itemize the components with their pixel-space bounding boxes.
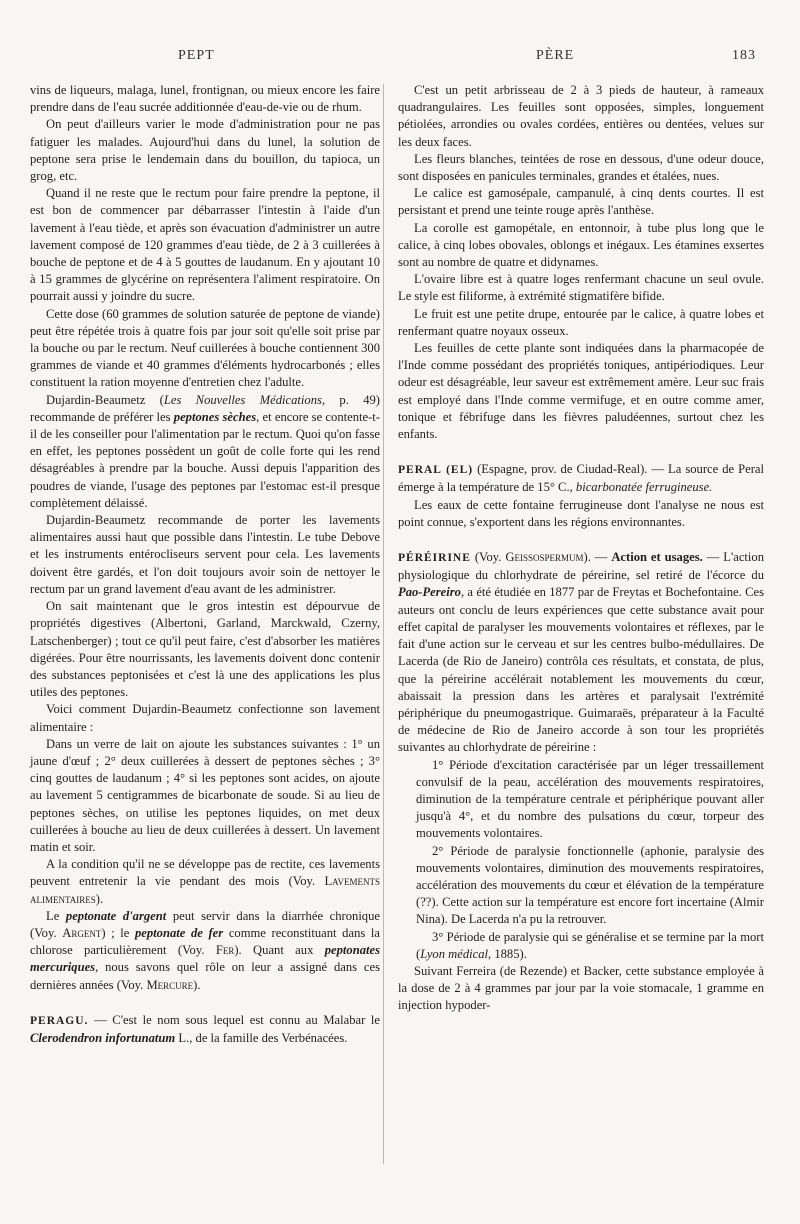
italic-term: Pao-Pereiro bbox=[398, 585, 461, 600]
text-run: A la condition qu'il ne se développe pas de rectite, ces lavements peuvent entretenir la vie pendant des mois (Voy. bbox=[30, 857, 380, 889]
text-run: , p. 49) recommande de préférer les bbox=[30, 392, 380, 424]
entry-headword: PERAGU. bbox=[30, 1014, 89, 1027]
text-run: (Voy. bbox=[470, 550, 506, 565]
bold-term: peptonate de fer bbox=[134, 925, 224, 940]
paragraph: C'est un petit arbrisseau de 2 à 3 pieds de hauteur, à rameaux quadrangulaires. Les feuilles sont opposées, simples, longuement pétiolées, arrondies ou ovales cordées, entières ou dentées, velues sur les deux faces. bbox=[398, 83, 764, 149]
text-run: ). Quant aux bbox=[234, 943, 325, 958]
text-run: , 1885). bbox=[488, 946, 527, 961]
bold-term: peptonate d'argent bbox=[65, 908, 167, 923]
paragraph: Quand il ne reste que le rectum pour faire prendre la peptone, il est bon de commencer par débarrasser l'intestin à l'aide d'un lavement à l'eau tiède, et après son évacuation d'administrer un autre lavement composé de 120 grammes d'eau tiède, de 2 à 3 cuillerées à bouche de peptone et de 4 à 5 gouttes de laudanum. En y ajoutant 10 à 15 grammes de glycérine on représentera l'aliment respiratoire. On pourrait aussi y joindre du sucre. bbox=[30, 186, 380, 304]
paragraph: Le calice est gamosépale, campanulé, à cinq dents courtes. Il est persistant et prend une teinte rouge après l'anthèse. bbox=[398, 186, 764, 218]
text-run: — L'action physiologique du chlorhydrate de péreirine, sel retiré de l'écorce du bbox=[398, 550, 764, 583]
text-run: , et encore se contente-t-il de les conseiller pour l'alimentation par le rectum. Quoi qu'on fasse en effet, les peptones possèdent un goût de colle forte qui les rend désagréables à prendre par la bouche. Aussi depuis l'apparition des poudres de viande, l'usage des peptones par l'estomac est-il presque complètement délaissé. bbox=[30, 409, 380, 510]
text-run: (Espagne, prov. de Ciudad-Real). — La source de Peral émerge à la température de 15° C., bbox=[398, 462, 764, 495]
species-name: Clerodendron infortunatum bbox=[30, 1030, 176, 1045]
text-run: , a été étudiée en 1877 par de Freytas et Bochefontaine. Ces auteurs ont conclu de leurs expériences que cette substance avait pour effet capital de paralyser les mouvements volontaires et réflexes, par le fait d'une action sur le cerveau et sur les centres bulbo-médullaires. De Lacerda (de Rio de Janeiro) contrôla ces résultats, et constata, de plus, que la péreirine accélérait notablement les mouvements du cœur, abaissait la pression dans les artères et paralysait l'extrémité périphérique du pneumogastrique. Guimaraës, préparateur à la Faculté de médecine de Rio de Janeiro accorde à son tour les propriétés suivantes au chlorhydrate de péreirine : bbox=[398, 585, 764, 755]
italic-term: bicarbonatée ferrugineuse. bbox=[575, 480, 713, 495]
text-run: 3° Période de paralysie qui se généralise et se termine par la mort ( bbox=[416, 929, 764, 961]
column-divider bbox=[383, 84, 384, 1164]
entry-headword: PÉRÉIRINE bbox=[398, 552, 471, 565]
text-run: comme reconstituant dans la chlorose particulièrement (Voy. bbox=[30, 925, 380, 958]
header-center-word: PÈRE bbox=[536, 48, 575, 63]
text-run: Dujardin-Beaumetz ( bbox=[46, 392, 164, 407]
dictionary-entry bbox=[398, 549, 764, 756]
text-run: ). — bbox=[583, 550, 612, 565]
paragraph: On peut d'ailleurs varier le mode d'administration pour ne pas fatiguer les malades. Aujourd'hui dans du lunel, la solution de peptone sera prise le lendemain dans du bouillon, du tapioca, un grog, etc. bbox=[30, 117, 380, 184]
cross-reference: Mercure bbox=[146, 977, 194, 992]
paragraph: Dujardin-Beaumetz recommande de porter les lavements alimentaires aussi haut que possible dans l'intestin. Le tube Debove et les instruments entérocliseurs servent pour cela. Les lavements doivent être gardés, et l'on doit toujours avoir soin de nettoyer le rectum par un grand lavement d'eau avant de les administrer. bbox=[30, 513, 380, 596]
page-number: 183 bbox=[732, 48, 756, 63]
text-run: L., de la famille des Verbénacées. bbox=[175, 1030, 348, 1045]
running-header bbox=[0, 48, 800, 72]
text-run: — C'est le nom sous lequel est connu au Malabar le bbox=[88, 1012, 380, 1027]
paragraph bbox=[30, 856, 380, 908]
cross-reference: Argent bbox=[62, 925, 102, 940]
text-run: peut servir dans la diarrhée chronique (Voy. bbox=[30, 908, 380, 940]
paragraph: Les feuilles de cette plante sont indiquées dans la pharmacopée de l'Inde comme possédant des propriétés toniques, antipériodiques. Leur odeur est désagréable, leur saveur est extrêmement amère. Leur suc frais est employé dans l'Inde comme vermifuge, et en outre comme amer, tonique et fébrifuge dans les fièvres paludéennes, surtout chez les enfants. bbox=[398, 341, 764, 442]
cross-reference: Geissospermum bbox=[505, 550, 584, 565]
paragraph: Cette dose (60 grammes de solution saturée de peptone de viande) peut être répétée trois à quatre fois par jour soit qu'elle soit prise par la bouche ou par le rectum. Neuf cuillerées à bouche contiennent 300 grammes de viande et 40 grammes d'éléments hydrocarbonés ; elles constituent la ration moyenne d'entretien chez l'adulte. bbox=[30, 306, 380, 390]
bold-term: peptones sèches bbox=[173, 409, 257, 424]
paragraph: Le fruit est une petite drupe, entourée par le calice, à quatre lobes et renfermant quatre noyaux osseux. bbox=[398, 306, 764, 338]
section-label: Action et usages. bbox=[611, 550, 703, 565]
journal-title: Lyon médical bbox=[420, 946, 489, 961]
cross-reference: Fer bbox=[215, 943, 235, 958]
paragraph bbox=[30, 392, 380, 512]
header-left-word: PEPT bbox=[178, 48, 215, 63]
list-item: 2° Période de paralysie fonctionnelle (aphonie, paralysie des mouvements volontaires, diminution des mouvements respiratoires, accélération des mouvements du cœur et élévation de la température (??). Cette action sur la température est encore fort incertaine (Almir Nina). De Lacerda n'a pu la retrouver. bbox=[416, 843, 764, 927]
text-run: ). bbox=[193, 977, 201, 992]
list-item bbox=[398, 929, 764, 963]
paragraph: Voici comment Dujardin-Beaumetz confectionne son lavement alimentaire : bbox=[30, 702, 380, 734]
list-item: 1° Période d'excitation caractérisée par un léger tressaillement convulsif de la peau, accélération des mouvements respiratoires, diminution de la température centrale et périphérique pouvant aller jusqu'à 4°, et du nombre des pulsations du cœur, torpeur des mouvements volontaires. bbox=[416, 757, 764, 841]
paragraph: vins de liqueurs, malaga, lunel, frontignan, ou mieux encore les faire prendre dans de l'eau sucrée additionnée d'eau-de-vie ou de rhum. bbox=[30, 83, 380, 115]
paragraph: Suivant Ferreira (de Rezende) et Backer, cette substance employée à la dose de 2 à 4 grammes par jour par la voie stomacale, 1 gramme en injection hypoder- bbox=[398, 963, 764, 1013]
text-run: , nous savons quel rôle on leur a assigné dans ces dernières années (Voy. bbox=[30, 960, 380, 992]
right-column bbox=[398, 82, 764, 1015]
cross-reference: Lavements alimentaires bbox=[30, 874, 380, 906]
bold-term: peptonates mercuriques bbox=[30, 943, 381, 975]
entry-headword: PERAL (EL) bbox=[398, 464, 474, 477]
dictionary-entry bbox=[398, 461, 764, 496]
paragraph: Les fleurs blanches, teintées de rose en dessous, d'une odeur douce, sont disposées en panicules terminales, grandes et étalées, nues. bbox=[398, 151, 764, 184]
paragraph: L'ovaire libre est à quatre loges renfermant chacune un seul ovule. Le style est filiforme, à extrémité stigmatifère bifide. bbox=[398, 272, 764, 304]
text-run: ) ; le bbox=[101, 925, 135, 940]
paragraph: Dans un verre de lait on ajoute les substances suivantes : 1° un jaune d'œuf ; 2° deux cuillerées à dessert de peptones sèches ; 3° cinq gouttes de laudanum ; 4° si les peptones sont acides, on ajoute au lavement 5 centigrammes de bicarbonate de soude. Si au lieu de peptones sèches, on utilise les peptones liquides, on met deux cuillerées à bouche au lieu de deux cuillerées à dessert. Un lavement matin et soir. bbox=[30, 736, 380, 854]
left-column bbox=[30, 82, 380, 1047]
paragraph: La corolle est gamopétale, en entonnoir, à tube plus long que le calice, à cinq lobes obovales, oblongs et inégaux. Les étamines exsertes sont au nombre de quatre et didynames. bbox=[398, 220, 764, 270]
paragraph: On sait maintenant que le gros intestin est dépourvue de propriétés digestives (Albertoni, Garland, Marckwald, Czerny, Latschenberger) ; tout ce qu'il peut faire, c'est d'absorber les matières digérées. Pour être nourrissants, les lavements doivent donc contenir des substances peptonisées et c'est là une des applications les plus utiles des peptones. bbox=[30, 599, 380, 700]
paragraph: Les eaux de cette fontaine ferrugineuse dont l'analyse ne nous est point connue, s'exportent dans les régions environnantes. bbox=[398, 497, 764, 529]
italic-title: Les Nouvelles Médications bbox=[163, 392, 322, 407]
text-run: Le bbox=[46, 908, 66, 923]
text-run: ). bbox=[95, 891, 104, 906]
dictionary-entry bbox=[30, 1012, 380, 1047]
paragraph bbox=[30, 908, 380, 994]
